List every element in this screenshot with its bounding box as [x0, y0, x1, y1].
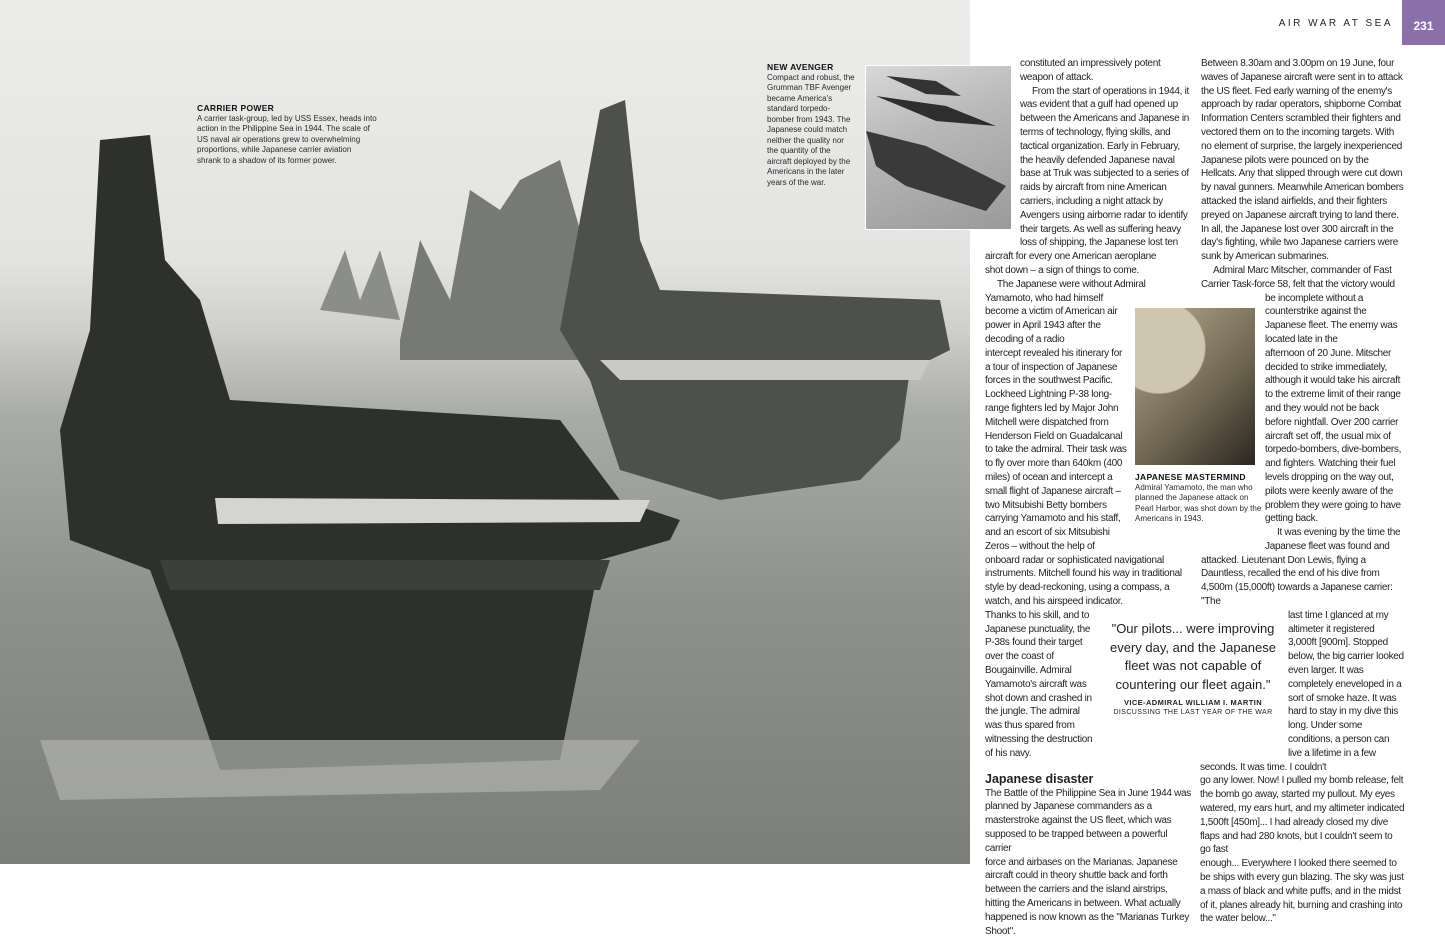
quote-attribution	[1103, 698, 1283, 718]
paragraph: The Japanese were without Admiral Yamamoto, who had himself become a victim of American air power in April 1943 after the decoding of a radio	[985, 278, 1146, 345]
paragraph: shot down – a sign of things to come.	[985, 264, 1139, 276]
caption-title: NEW AVENGER	[767, 62, 834, 72]
pull-quote-block	[1103, 620, 1283, 718]
caption-title: JAPANESE MASTERMIND	[1135, 472, 1246, 482]
caption-japanese-mastermind	[1135, 472, 1263, 525]
paragraph: enough... Everywhere I looked there seemed to be ships with every gun blazing. The sky was just a mass of black and white puffs, and in the midst of it, planes already hit, burning and crashing into the water below..."	[1200, 858, 1404, 925]
caption-carrier-power	[197, 103, 377, 166]
spacer	[1190, 543, 1191, 618]
caption-new-avenger	[767, 62, 857, 188]
section-heading: Japanese disaster	[985, 771, 1094, 786]
pull-quote: "Our pilots... were improving every day, and the Japanese fleet was not capable of countering our fleet again."	[1110, 621, 1276, 692]
paragraph: Between 8.30am and 3.00pm on 19 June, four waves of Japanese aircraft were sent in to attack the US fleet. Fed early warning of the enemy's approach by radar operators, shipborne Combat Information Centers scrambled their fighters and vectored them on to the incoming targets. With no element of surprise, the largely inexperienced Japanese pilots were pounced on by the Hellcats. Any that slipped through were cut down by naval gunners. Meanwhile American bombers attacked the island airfields, and their fighters preyed on Japanese aircraft trying to land there. In all, the Japanese lost over 300 aircraft in the day's fighting, while two Japanese carriers were sunk by American submarines.	[1201, 58, 1404, 263]
yamamoto-photo	[1135, 308, 1255, 465]
caption-text: Compact and robust, the Grumman TBF Avenger became America's standard torpedo-bomber from 1943. The Japanese could match neither the quality nor the quantity of the aircraft deployed by the Americans in the later years of the war.	[767, 72, 855, 187]
spacer	[1190, 57, 1191, 297]
paragraph: last time I glanced at my altimeter it registered 3,000ft [900m]. Stopped below, the big carrier looked even larger. It was completely eneveloped in a sort of smoke haze. It was hard to stay in my dive this long. Under some conditions, a person can live a lifetime in a few seconds. It was time. I couldn't	[1200, 609, 1404, 773]
quote-author: VICE-ADMIRAL WILLIAM I. MARTIN	[1123, 698, 1263, 707]
quote-context: DISCUSSING THE LAST YEAR OF THE WAR	[1113, 709, 1273, 716]
paragraph: force and airbases on the Marianas. Japanese aircraft could in theory shuttle back and forth between the carriers and the island airstrips, hitting the Americans in between. What actually happened is now known as the "Marianas Turkey Shoot".	[985, 856, 1190, 937]
paragraph: afternoon of 20 June. Mitscher decided to strike immediately, although it would take his aircraft to the extreme limit of their range and they would not be back before nightfall. Over 200 carrier aircraft set off, the usual mix of torpedo-bombers, dive-bombers, and fighters. Watching their fuel levels dropping on the way out, pilots were keenly aware of the problem they were going to have getting back.	[1265, 347, 1402, 525]
paragraph: go any lower. Now! I pulled my bomb release, felt the bomb go away, started my pullout. My eyes watered, my ears hurt, and my altimeter indicated 1,500ft [450m]... I had already closed my dive flaps and had 280 knots, but I couldn't seem to go fast	[1200, 775, 1405, 856]
photo-spacer	[985, 57, 1020, 239]
paragraph: From the start of operations in 1944, it was evident that a gulf had opened up between the Americans and Japanese in terms of technology, flying skills, and tactical organization. Early in February, the heavily defended Japanese naval base at Truk was subjected to a series of raids by aircraft from nine American carriers, including a night attack by Avengers using airborne radar to identify their targets. As well as suffering heavy loss of shipping, the Japanese lost ten aircraft for every one American aeroplane	[985, 85, 1190, 263]
section-title: AIR WAR AT SEA	[1278, 18, 1393, 29]
paragraph: constituted an impressively potent weapon of attack.	[1020, 58, 1161, 83]
paragraph: intercept revealed his itinerary for a tour of inspection of Japanese forces in the southwest Pacific. Lockheed Lightning P-38 long-range fighters led by Major John Mitchell were dispatched from Henderson Field on Guadalcanal to take the admiral. Their task was to fly over more than 640km (400 miles) of ocean and intercept a small flight of Japanese aircraft – two Mitsubishi Betty bombers carrying Yamamoto and his staff, and an escort of six Mitsubishi Zeros – without the help of onboard radar or sophisticated navigational instruments. Mitchell found his way in traditional style by dead-reckoning, using a compass, a watch, and his airspeed indicator.	[985, 347, 1182, 608]
paragraph: It was evening by the time the Japanese fleet was found and attacked. Lieutenant Don Lewis, flying a Dauntless, recalled the end of his dive from 4,500m (15,000ft) towards a Japanese carrier: "The	[1201, 527, 1401, 608]
paragraph: The Battle of the Philippine Sea in June 1944 was planned by Japanese commanders as a masterstroke against the US fleet, which was supposed to be trapped between a powerful carrier	[985, 787, 1192, 854]
paragraph: Admiral Marc Mitscher, commander of Fast Carrier Task-force 58, felt that the victory would be incomplete without a counterstrike against the Japanese fleet. The enemy was located late in the	[1201, 264, 1398, 345]
paragraph: Thanks to his skill, and to Japanese punctuality, the P-38s found their target over the coast of Bougainville. Admiral Yamamoto's aircraft was shot down and crashed in the jungle. The admiral was thus spared from witnessing the destruction of his navy.	[985, 609, 1093, 759]
page-number: 231	[1402, 0, 1445, 45]
caption-text: Admiral Yamamoto, the man who planned the Japanese attack on Pearl Harbor, was shot down by the Americans in 1943.	[1135, 482, 1262, 523]
caption-text: A carrier task-group, led by USS Essex, heads into action in the Philippine Sea in 1944. The scale of US naval air operations grew to overwhelming proportions, while Japanese carrier aviation shrank to a shadow of its former power.	[197, 113, 377, 165]
caption-title: CARRIER POWER	[197, 103, 275, 113]
